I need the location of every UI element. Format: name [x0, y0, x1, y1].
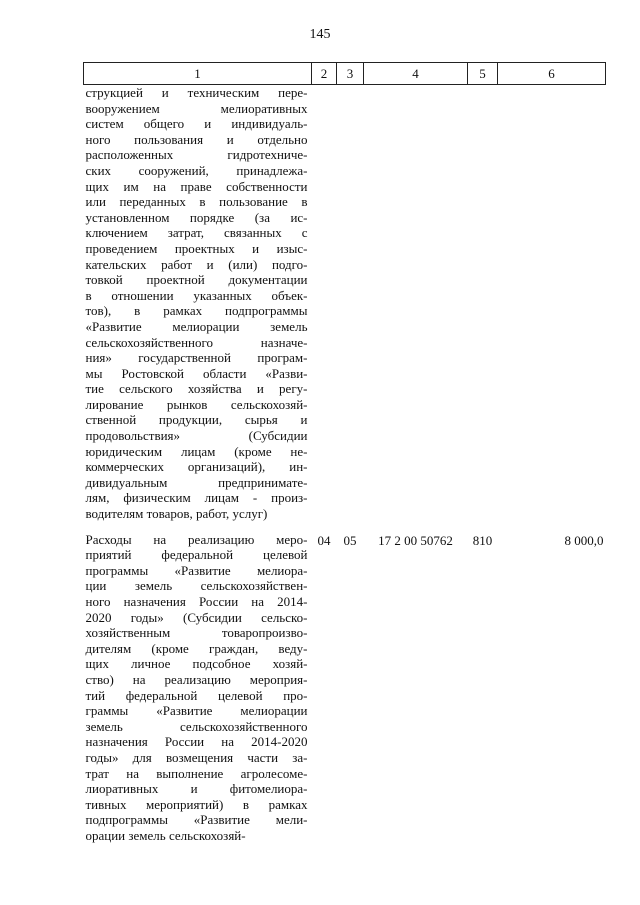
description-line: программы «Развитие мелиора- [85, 562, 308, 578]
description-line: или переданных в пользование в [85, 194, 308, 210]
description-line: струкцией и техническим пере- [85, 85, 308, 100]
description-line: орации земель сельскохозяй- [85, 827, 246, 843]
description-line: вооружением мелиоративных [85, 100, 308, 116]
description-line: установленном порядке (за ис- [85, 209, 308, 225]
description-line: трат на выполнение агролесоме- [85, 765, 308, 781]
subsection-code: 05 [343, 532, 357, 548]
description-line: дивидуальным предпринимате- [85, 474, 308, 490]
description-line: ния» государственной програм- [85, 350, 308, 366]
target-article-code: 17 2 00 50762 [378, 532, 453, 548]
description-line: ции земель сельскохозяйствен- [85, 578, 308, 594]
row-description [84, 85, 312, 532]
description-line: хозяйственным товаропроизво- [85, 625, 308, 641]
description-line: Расходы на реализацию меро- [85, 531, 308, 547]
column-header-6: 6 [498, 63, 606, 85]
description-line: граммы «Развитие мелиорации [85, 703, 308, 719]
expense-type-code [468, 85, 498, 532]
description-line: тов), в рамках подпрограммы [85, 303, 308, 319]
description-line: лирование рынков сельскохозяй- [85, 396, 308, 412]
description-line: тие сельского хозяйства и регу- [85, 381, 308, 397]
description-line: систем общего и индивидуаль- [85, 116, 308, 132]
amount [498, 85, 606, 532]
description-line: водителям товаров, работ, услуг) [85, 506, 268, 522]
description-line: товкой проектной документации [85, 272, 308, 288]
description-line: назначения России на 2014-2020 [85, 734, 308, 750]
expense-type-code: 810 [472, 532, 493, 548]
description-line: ство) на реализацию мероприя- [85, 671, 308, 687]
description-line: приятий федеральной целевой [85, 547, 308, 563]
description-line: годы» для возмещения части за- [85, 749, 308, 765]
description-line: продовольствия» (Субсидии [85, 428, 308, 444]
description-line: ного пользования и отдельно [85, 131, 308, 147]
description-line: подпрограммы «Развитие мели- [85, 812, 308, 828]
description-line: 2020 годы» (Субсидии сельско- [85, 609, 308, 625]
description-line: сельскохозяйственного назначе- [85, 334, 308, 350]
description-line: в отношении указанных объек- [85, 287, 308, 303]
description-line: ственной продукции, сырья и [85, 412, 308, 428]
description-line: ного назначения России на 2014- [85, 594, 308, 609]
column-header-1: 1 [84, 63, 312, 85]
page-number: 145 [309, 27, 331, 42]
description-line: коммерческих организаций), ин- [85, 459, 308, 475]
description-line: «Развитие мелиорации земель [85, 318, 308, 334]
description-line: щих личное подсобное хозяй- [85, 656, 308, 672]
description-line: дителям (кроме граждан, веду- [85, 640, 308, 656]
table-row [84, 532, 606, 844]
section-code: 04 [317, 532, 331, 548]
column-header-3: 3 [337, 63, 364, 85]
description-line: расположенных гидротехниче- [85, 147, 308, 163]
column-header-4: 4 [364, 63, 468, 85]
description-line: земель сельскохозяйственного [85, 718, 308, 734]
description-line: ключением затрат, связанных с [85, 225, 308, 241]
column-header-5: 5 [468, 63, 498, 85]
target-article-code [364, 85, 468, 532]
description-line: ских сооружений, принадлежа- [85, 162, 308, 178]
row-description [84, 532, 312, 844]
budget-table [83, 62, 606, 844]
description-line: лям, физическим лицам - произ- [85, 490, 308, 506]
description-line: лиоративных и фитомелиора- [85, 781, 308, 797]
description-line: проведением проектных и изыс- [85, 240, 308, 256]
description-line: тий федеральной целевой про- [85, 687, 308, 703]
section-code [312, 85, 337, 532]
description-line: юридическим лицам (кроме не- [85, 443, 308, 459]
description-line: мы Ростовской области «Разви- [85, 365, 308, 381]
description-line: кательских работ и (или) подго- [85, 256, 308, 272]
table-row [84, 85, 606, 532]
description-line: тивных мероприятий) в рамках [85, 796, 308, 812]
table-header-row [84, 63, 606, 85]
column-header-2: 2 [312, 63, 337, 85]
subsection-code [337, 85, 364, 532]
description-line: щих им на праве собственности [85, 178, 308, 194]
amount: 8 000,0 [564, 532, 604, 548]
